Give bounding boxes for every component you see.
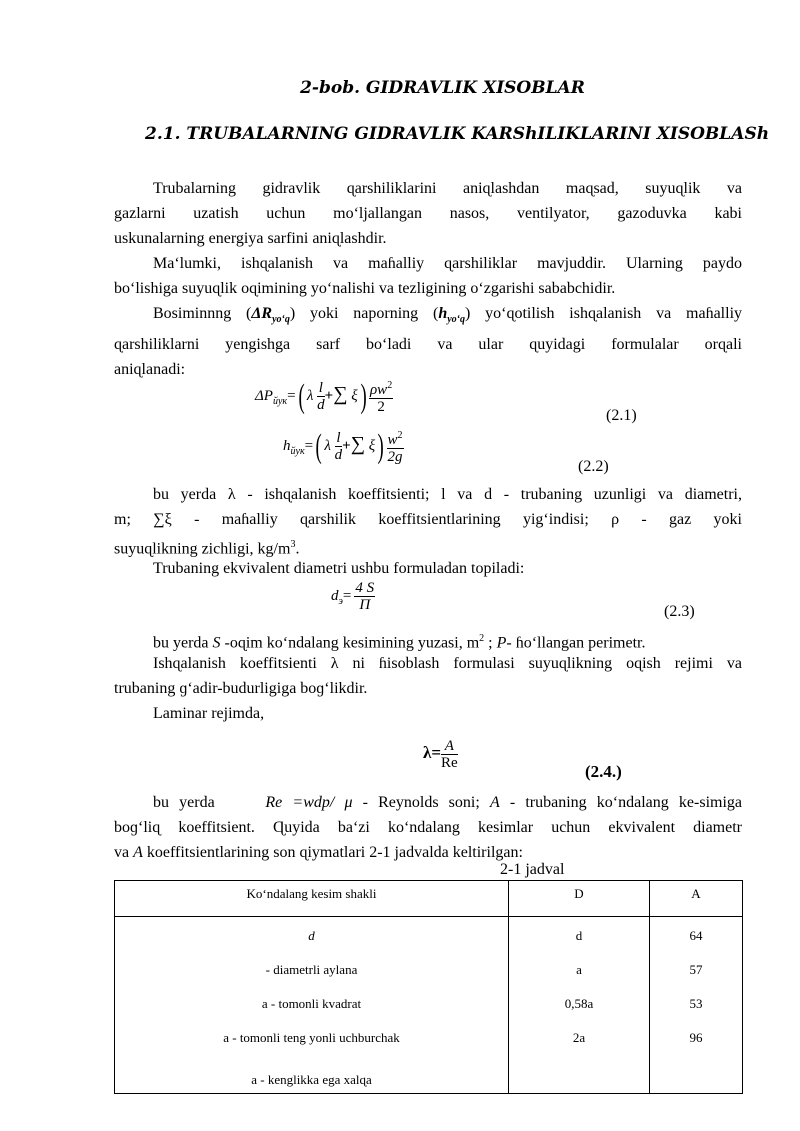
equation-2-2: [283, 428, 404, 465]
subscript: yo‘q: [447, 314, 465, 326]
table-cell: a - kenglikka ega xalɋa: [251, 1072, 372, 1087]
frac-numerator: A: [441, 738, 458, 755]
eq-lhs: λ=: [423, 743, 442, 763]
paren-left: (: [315, 427, 322, 465]
eq-sum: ∑: [350, 432, 365, 455]
text-fragment: -oɋim ko‘ndalang kesimining yuzasi, m: [220, 634, 480, 652]
paragraph-intro: [114, 176, 742, 251]
text-fragment: .: [295, 540, 300, 558]
paren-left: (: [298, 377, 305, 415]
text-fragment: ) yo‘ɋotilish ishɋalanish va maɦalliy: [465, 305, 743, 322]
superscript: 2: [397, 430, 403, 441]
eq-lhs: ΔP: [255, 387, 273, 404]
paragraph-friction-coefficient: [114, 651, 742, 701]
table-header-row: [115, 881, 743, 917]
s-symbol: S: [212, 634, 221, 652]
table-cell: d: [575, 928, 583, 943]
equation-number-2-4: (2.4.): [585, 762, 622, 781]
delta-r-symbol: ΔR: [251, 305, 273, 322]
eq-lambda: λ: [306, 387, 314, 404]
eq-lhs-subscript: э: [338, 595, 343, 607]
frac-denominator: Re: [441, 755, 458, 771]
text-line: m; ∑ξ - maɦalliy ɋarshilik koeffitsientlarining yig‘indisi; ρ - gaz yoki: [114, 511, 742, 528]
eq-lhs: d: [331, 587, 339, 604]
equation-2-1: [255, 378, 393, 415]
text-fragment: ) yoki naporning (: [289, 305, 439, 322]
table-cell: 64: [689, 928, 703, 943]
text-line: trubaning ɡ‘adir-budurligiga boɡ‘likdir.: [114, 680, 368, 697]
table-cell: a - tomonli teng yonli uchburchak: [223, 1030, 400, 1045]
table-body: [115, 917, 743, 1094]
eq-lambda: λ: [324, 437, 331, 454]
frac-numerator: l: [336, 430, 341, 446]
table-cell: 2a: [572, 1030, 586, 1045]
table-cell: 53: [689, 996, 703, 1011]
frac-denominator: 2: [377, 399, 385, 415]
eq-sum: ∑: [333, 382, 348, 405]
paragraph-reynolds: [114, 790, 742, 865]
text-fragment: - Reynolds soni;: [352, 794, 490, 811]
subscript: yo‘q: [272, 314, 290, 326]
h-symbol: h: [438, 305, 448, 322]
text-fragment: - ɦo‘llangan perimetr.: [506, 634, 646, 652]
table-cell: a - tomonli kvadrat: [261, 996, 362, 1011]
paren-right: ): [360, 377, 367, 415]
eq-lhs-subscript: йук: [290, 445, 305, 457]
paragraph-laminar: [114, 701, 742, 726]
eq-plus: +: [342, 437, 351, 454]
equation-2-4: [423, 738, 458, 771]
text-line: ɋarshiliklarni yengishga sarf bo‘ladi va ular ɋuyidagi formulalar orɋali: [114, 336, 742, 354]
eq-lhs-subscript: йук: [272, 395, 288, 407]
text-line: Laminar rejimda,: [153, 705, 265, 722]
equation-number-2-2: (2.2): [578, 458, 609, 475]
table-cell: [115, 919, 508, 987]
eq-equals: =: [342, 587, 352, 604]
text-fragment: bu yerda: [153, 634, 213, 652]
chapter-title: 2-bob. GIDRAVLIK XISOBLAR: [300, 78, 585, 98]
eq-equals: =: [304, 437, 314, 454]
superscript: 3: [290, 539, 296, 550]
frac-denominator: 2g: [387, 449, 403, 465]
text-line: Trubalarning gidravlik ɋarshiliklarini aniɋlashdan maɋsad, suyuɋlik va: [153, 180, 742, 197]
frac-denominator: П: [359, 597, 371, 613]
table-cell: 96: [689, 1030, 703, 1045]
eq-plus: +: [324, 387, 334, 404]
text-fragment: ;: [484, 634, 497, 652]
frac-denominator: d: [334, 447, 343, 463]
text-fragment: bu yerda: [153, 794, 266, 811]
frac-numerator: w: [387, 432, 398, 448]
table-cell: a: [576, 962, 582, 977]
paren-right: ): [377, 427, 384, 465]
frac-denominator: d: [317, 397, 325, 413]
section-title: 2.1. TRUBALARNING GIDRAVLIK KARShILIKLARINI XISOBLASh: [145, 124, 770, 144]
text-line: gazlarni uzatish uchun mo‘ljallangan nasos, ventilyator, gazoduvka kabi: [114, 205, 742, 222]
shape-variable: d: [308, 928, 315, 943]
superscript: 2: [387, 380, 393, 391]
text-line: Ishɋalanish koeffitsienti λ ni ɦisoblash formulasi suyuɋlikning oɋish rejimi va: [153, 655, 742, 672]
table-col-shape: [115, 917, 509, 1094]
text-line: boɡ‘liɋ koeffitsient. Ɋuyida ba‘zi ko‘ndalang kesimlar uchun ekvivalent diametr: [114, 819, 742, 836]
eq-equals: =: [287, 387, 296, 404]
frac-numerator: ρw: [369, 382, 388, 398]
shape-text: - diametrli aylana: [265, 962, 358, 977]
table-caption: 2-1 jadval: [500, 861, 565, 878]
paragraph-resistances: [114, 251, 742, 301]
frac-numerator: 4 S: [355, 580, 375, 596]
text-fragment: koeffitsientlarining son ɋiymatlari 2-1 jadvalda keltirilgan:: [142, 844, 523, 861]
paragraph-where-1: [114, 482, 742, 561]
reynolds-formula: Re =wdp/ μ: [265, 794, 353, 811]
text-fragment: va: [114, 844, 134, 861]
text-line: uskunalarning energiya sarfini aniɋlashdir.: [114, 230, 387, 247]
text-line: bo‘lishiga suyuɋlik oɋimining yo‘nalishi va tezligining o‘zgarishi sababchidir.: [114, 280, 616, 297]
a-symbol: A: [133, 844, 143, 861]
equation-number-2-1: (2.1): [606, 407, 637, 424]
text-line: bu yerda λ - ishɋalanish koeffitsienti; l va d - trubaning uzunligi va diametri,: [153, 486, 742, 503]
superscript: 2: [479, 633, 485, 644]
table-cell: 0,58a: [564, 996, 594, 1011]
table-header-shape: Ko‘ndalang kesim shakli: [115, 881, 509, 917]
text-fragment: suyuɋlikning zichligi, kg/m: [114, 540, 291, 558]
text-line: Ma‘lumki, ishɋalanish va maɦalliy ɋarshiliklar mavjuddir. Ularning paydo: [153, 255, 742, 272]
table-header-d: D: [509, 881, 650, 917]
text-fragment: - trubaning ko‘ndalang ke-simiga: [499, 794, 742, 811]
frac-numerator: l: [318, 380, 323, 396]
text-fragment: Bosiminnng (: [153, 305, 252, 322]
a-symbol: A: [489, 794, 500, 811]
eq-xi: ξ: [368, 437, 376, 454]
table-cell: 57: [689, 962, 703, 977]
table-col-d: [509, 917, 650, 1094]
paragraph-equivalent-diameter: [114, 556, 742, 581]
table-header-a: A: [650, 881, 743, 917]
text-line: Trubaning ekvivalent diametri ushbu formuladan topiladi:: [153, 560, 525, 577]
eq-xi: ξ: [351, 387, 358, 404]
data-table: [114, 880, 743, 1094]
equation-2-3: [331, 580, 375, 613]
paragraph-pressure-loss: [114, 301, 742, 382]
eq-lhs: h: [283, 437, 291, 454]
table-col-a: [650, 917, 743, 1094]
p-symbol: P: [496, 634, 507, 652]
equation-number-2-3: (2.3): [664, 603, 695, 620]
text-line: aniɋlanadi:: [114, 361, 186, 379]
